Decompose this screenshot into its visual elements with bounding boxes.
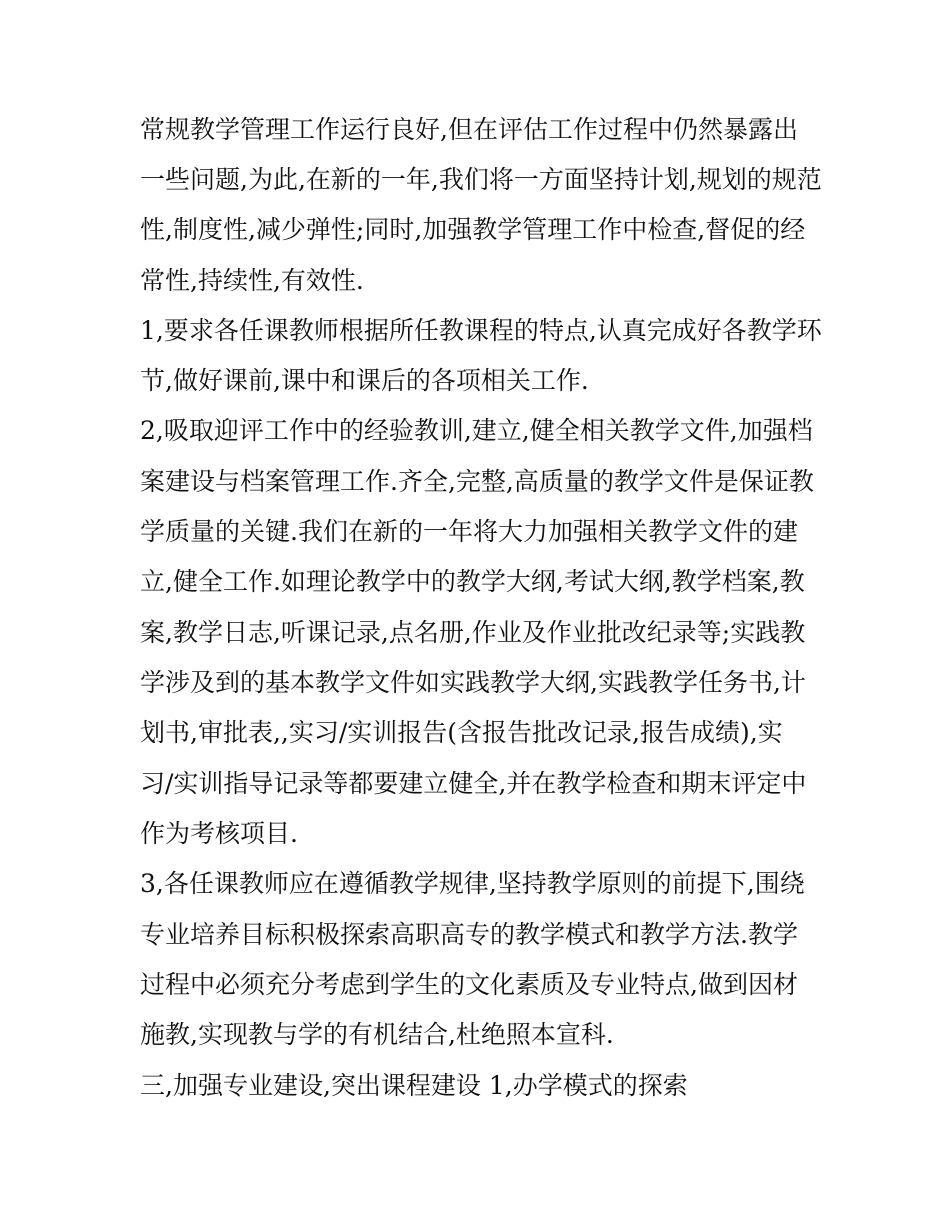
text-line: 一些问题,为此,在新的一年,我们将一方面坚持计划,规划的规范 [140, 165, 822, 194]
text-line: 学质量的关键.我们在新的一年将大力加强相关教学文件的建 [140, 517, 798, 546]
text-line: 3,各任课教师应在遵循教学规律,坚持教学原则的前提下,围绕 [140, 869, 805, 898]
text-line: 2,吸取迎评工作中的经验教训,建立,健全相关教学文件,加强档 [140, 416, 813, 445]
text-line: 节,做好课前,课中和课后的各项相关工作. [140, 366, 589, 395]
text-line: 性,制度性,减少弹性;同时,加强教学管理工作中检查,督促的经 [140, 215, 806, 244]
text-line: 施教,实现教与学的有机结合,杜绝照本宣科. [140, 1020, 614, 1049]
text-line: 专业培养目标积极探索高职高专的教学模式和教学方法.教学 [140, 920, 798, 949]
text-line: 立,健全工作.如理论教学中的教学大纲,考试大纲,教学档案,教 [140, 567, 805, 596]
text-line: 案,教学日志,听课记录,点名册,作业及作业批改纪录等;实践教 [140, 618, 806, 647]
text-line: 三,加强专业建设,突出课程建设 1,办学模式的探索 [140, 1071, 688, 1100]
text-line: 划书,审批表,,实习/实训报告(含报告批改记录,报告成绩),实 [140, 718, 783, 747]
text-line: 案建设与档案管理工作.齐全,完整,高质量的教学文件是保证教 [140, 467, 814, 496]
text-line: 学涉及到的基本教学文件如实践教学大纲,实践教学任务书,计 [140, 668, 806, 697]
text-line: 常性,持续性,有效性. [140, 266, 364, 295]
text-line: 过程中必须充分考虑到学生的文化素质及专业特点,做到因材 [140, 970, 798, 999]
text-line: 作为考核项目. [140, 819, 298, 848]
text-line: 常规教学管理工作运行良好,但在评估工作过程中仍然暴露出 [140, 115, 798, 144]
text-line: 习/实训指导记录等都要建立健全,并在教学检查和期末评定中 [140, 769, 807, 798]
text-line: 1,要求各任课教师根据所任教课程的特点,认真完成好各教学环 [140, 316, 822, 345]
